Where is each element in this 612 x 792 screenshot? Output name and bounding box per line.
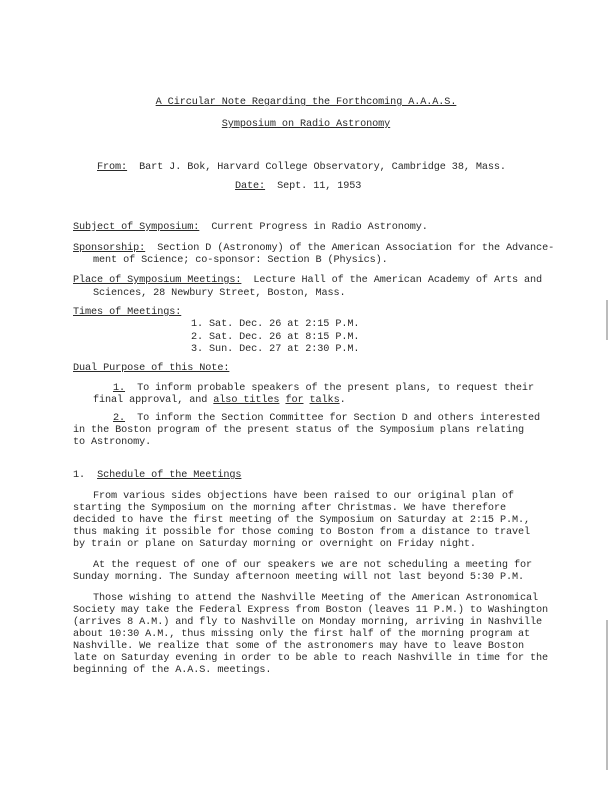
- para-3-line-6: late on Saturday evening in order to be able to reach Nashville in time for the: [73, 653, 549, 664]
- place-line-1: [73, 275, 542, 287]
- para-1-line-2: starting the Symposium on the morning after Christmas. We have therefore: [73, 503, 506, 514]
- times-label: Times of Meetings:: [73, 307, 182, 318]
- section-1-number: 1.: [73, 470, 86, 481]
- time-item-1: 1. Sat. Dec. 26 at 2:15 P.M.: [191, 319, 360, 330]
- place-line-2: Sciences, 28 Newbury Street, Boston, Mass.: [93, 288, 346, 299]
- date-label: Date:: [235, 181, 266, 192]
- para-3-line-4: about 10:30 A.M., thus missing only the first half of the morning program at: [73, 629, 531, 640]
- from-label: From:: [97, 162, 128, 173]
- title-line-2: Symposium on Radio Astronomy: [221, 119, 391, 130]
- sponsorship-line-1: [73, 243, 554, 255]
- purpose-item-1-end: .: [339, 395, 346, 406]
- purpose-item-2-line-3: to Astronomy.: [73, 437, 152, 448]
- purpose-item-1-emph-2: talks: [309, 395, 340, 406]
- para-3-line-1: Those wishing to attend the Nashville Meeting of the American Astronomical: [93, 593, 538, 604]
- sponsorship-text-1: Section D (Astronomy) of the American Association for the Advance-: [157, 243, 555, 254]
- scan-margin-mark: [606, 300, 608, 340]
- para-3-line-3: (arrives 8 A.M.) and fly to Nashville on Monday morning, arriving in Nashville: [73, 617, 543, 628]
- sponsorship-line-2: ment of Science; co-sponsor: Section B (Physics).: [93, 255, 388, 266]
- purpose-label: Dual Purpose of this Note:: [73, 363, 230, 374]
- title-line-1: A Circular Note Regarding the Forthcoming A.A.A.S.: [155, 97, 457, 108]
- purpose-item-1-text-2: final approval, and: [93, 395, 208, 406]
- date-line: [235, 181, 361, 193]
- subject-line: [73, 222, 428, 234]
- para-3-line-2: Society may take the Federal Express from Boston (leaves 11 P.M.) to Washington: [73, 605, 549, 616]
- para-2-line-2: Sunday morning. The Sunday afternoon meeting will not last beyond 5:30 P.M.: [73, 572, 525, 583]
- purpose-item-2-line-1: [113, 413, 540, 425]
- from-value: Bart J. Bok, Harvard College Observatory, Cambridge 38, Mass.: [139, 162, 506, 173]
- section-1-heading: [73, 470, 241, 482]
- purpose-item-2-text-1: To inform the Section Committee for Section D and others interested: [137, 413, 540, 424]
- para-3-line-5: Nashville. We realize that some of the astronomers may have to leave Boston: [73, 641, 525, 652]
- sponsorship-label: Sponsorship:: [73, 243, 146, 254]
- place-text-1: Lecture Hall of the American Academy of Arts and: [253, 275, 543, 286]
- para-2-line-1: At the request of one of our speakers we are not scheduling a meeting for: [93, 560, 532, 571]
- purpose-item-1-line-2: [93, 395, 346, 407]
- place-label: Place of Symposium Meetings:: [73, 275, 242, 286]
- para-1-line-1: From various sides objections have been raised to our original plan of: [93, 491, 514, 502]
- purpose-item-1-mid: for: [285, 395, 304, 406]
- purpose-item-1-emph-1: also titles: [213, 395, 280, 406]
- purpose-item-2-number: 2.: [113, 413, 126, 424]
- subject-label: Subject of Symposium:: [73, 222, 200, 233]
- purpose-item-2-line-2: in the Boston program of the present status of the Symposium plans relating: [73, 425, 525, 436]
- subject-value: Current Progress in Radio Astronomy.: [211, 222, 428, 233]
- para-1-line-5: by train or plane on Saturday morning or overnight on Friday night.: [73, 539, 476, 550]
- purpose-item-1-text-1: To inform probable speakers of the present plans, to request their: [137, 383, 534, 394]
- para-3-line-7: beginning of the A.A.S. meetings.: [73, 665, 272, 676]
- purpose-item-1-number: 1.: [113, 383, 126, 394]
- para-1-line-4: thus making it possible for those coming to Boston from a distance to travel: [73, 527, 531, 538]
- purpose-item-1-line-1: [113, 383, 534, 395]
- scan-margin-mark: [606, 620, 608, 770]
- para-1-line-3: decided to have the first meeting of the Symposium on Saturday at 2:15 P.M.,: [73, 515, 531, 526]
- time-item-2: 2. Sat. Dec. 26 at 8:15 P.M.: [191, 332, 360, 343]
- time-item-3: 3. Sun. Dec. 27 at 2:30 P.M.: [191, 344, 360, 355]
- section-1-title: Schedule of the Meetings: [97, 470, 242, 481]
- from-line: [97, 162, 506, 174]
- date-value: Sept. 11, 1953: [277, 181, 362, 192]
